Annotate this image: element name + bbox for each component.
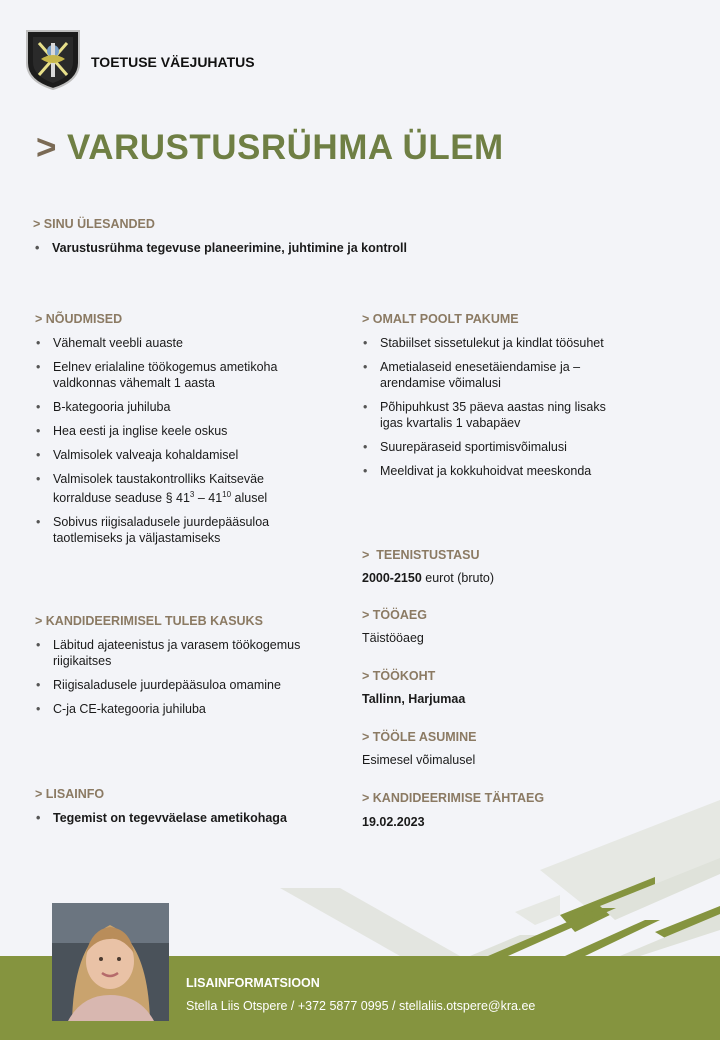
salary-value [362, 571, 494, 585]
list-item: • Põhipuhkust 35 päeva aastas ning lisaks igas kvartalis 1 vabapäev [360, 399, 630, 431]
start-heading: > TÖÖLE ASUMINE [362, 730, 477, 744]
list-item: • Eelnev erialaline töökogemus ametikoha valdkonnas vähemalt 1 aasta [33, 359, 303, 391]
list-item: • Riigisaladusele juurdepääsuloa omamine [33, 677, 323, 693]
contact-person-photo [52, 903, 169, 1021]
list-item: • Hea eesti ja inglise keele oskus [33, 423, 303, 439]
list-item: • Stabiilset sissetulekut ja kindlat töösuhet [360, 335, 630, 351]
superscript: 10 [222, 490, 232, 499]
advantages-list [33, 637, 323, 725]
list-item: • Suurepäraseid sportimisvõimalusi [360, 439, 630, 455]
page-title [36, 128, 504, 168]
deadline-value: 19.02.2023 [362, 815, 425, 829]
salary-unit: eurot (bruto) [421, 571, 495, 585]
list-item: • Ametialaseid enesetäiendamise ja – arendamise võimalusi [360, 359, 630, 391]
requirements-list [33, 335, 303, 554]
title-text: VARUSTUSRÜHMA ÜLEM [66, 128, 504, 167]
offer-heading: > OMALT POOLT PAKUME [362, 312, 519, 326]
advantages-heading: > KANDIDEERIMISEL TULEB KASUKS [35, 614, 263, 628]
worktime-heading: > TÖÖAEG [362, 608, 427, 622]
location-heading: > TÖÖKOHT [362, 669, 436, 683]
clearance-text: Valmisolek taustakontrolliks Kaitseväe korralduse seaduse § 41 [53, 472, 264, 506]
superscript: 3 [189, 490, 195, 499]
deadline-heading: > KANDIDEERIMISE TÄHTAEG [362, 791, 545, 805]
extra-heading: > LISAINFO [35, 787, 105, 801]
duties-heading: > SINU ÜLESANDED [33, 217, 155, 231]
list-item: • Meeldivat ja kokkuhoidvat meeskonda [360, 463, 630, 479]
salary-amount: 2000-2150 [362, 571, 422, 585]
salary-heading: > TEENISTUSTASU [362, 548, 480, 562]
requirements-heading: > NÕUDMISED [35, 312, 123, 326]
offer-list [360, 335, 630, 487]
footer-contact: Stella Liis Otspere / +372 5877 0995 / stellaliis.otspere@kra.ee [186, 999, 536, 1013]
footer-title: LISAINFORMATSIOON [186, 976, 320, 990]
crest-icon [25, 29, 81, 91]
clearance-text: alusel [231, 491, 268, 506]
duties-list [32, 240, 472, 264]
list-item: • Valmisolek valveaja kohaldamisel [33, 447, 303, 463]
worktime-value: Täistööaeg [362, 631, 424, 645]
title-arrow: > [36, 128, 57, 167]
location-value: Tallinn, Harjumaa [362, 692, 466, 706]
start-value: Esimesel võimalusel [362, 753, 476, 767]
list-item: • Vähemalt veebli auaste [33, 335, 303, 351]
org-name: TOETUSE VÄEJUHATUS [91, 54, 255, 70]
list-item: • Läbitud ajateenistus ja varasem töökogemus riigikaitses [33, 637, 323, 669]
list-item: • C-ja CE-kategooria juhiluba [33, 701, 323, 717]
list-item: • Tegemist on tegevväelase ametikohaga [33, 810, 333, 826]
list-item: • Sobivus riigisaladusele juurdepääsuloa taotlemiseks ja väljastamiseks [33, 514, 303, 546]
list-item: • Varustusrühma tegevuse planeerimine, juhtimine ja kontroll [32, 240, 472, 256]
list-item: • B-kategooria juhiluba [33, 399, 303, 415]
clearance-text: – 41 [194, 491, 223, 506]
extra-list [33, 810, 333, 834]
list-item [33, 471, 303, 506]
